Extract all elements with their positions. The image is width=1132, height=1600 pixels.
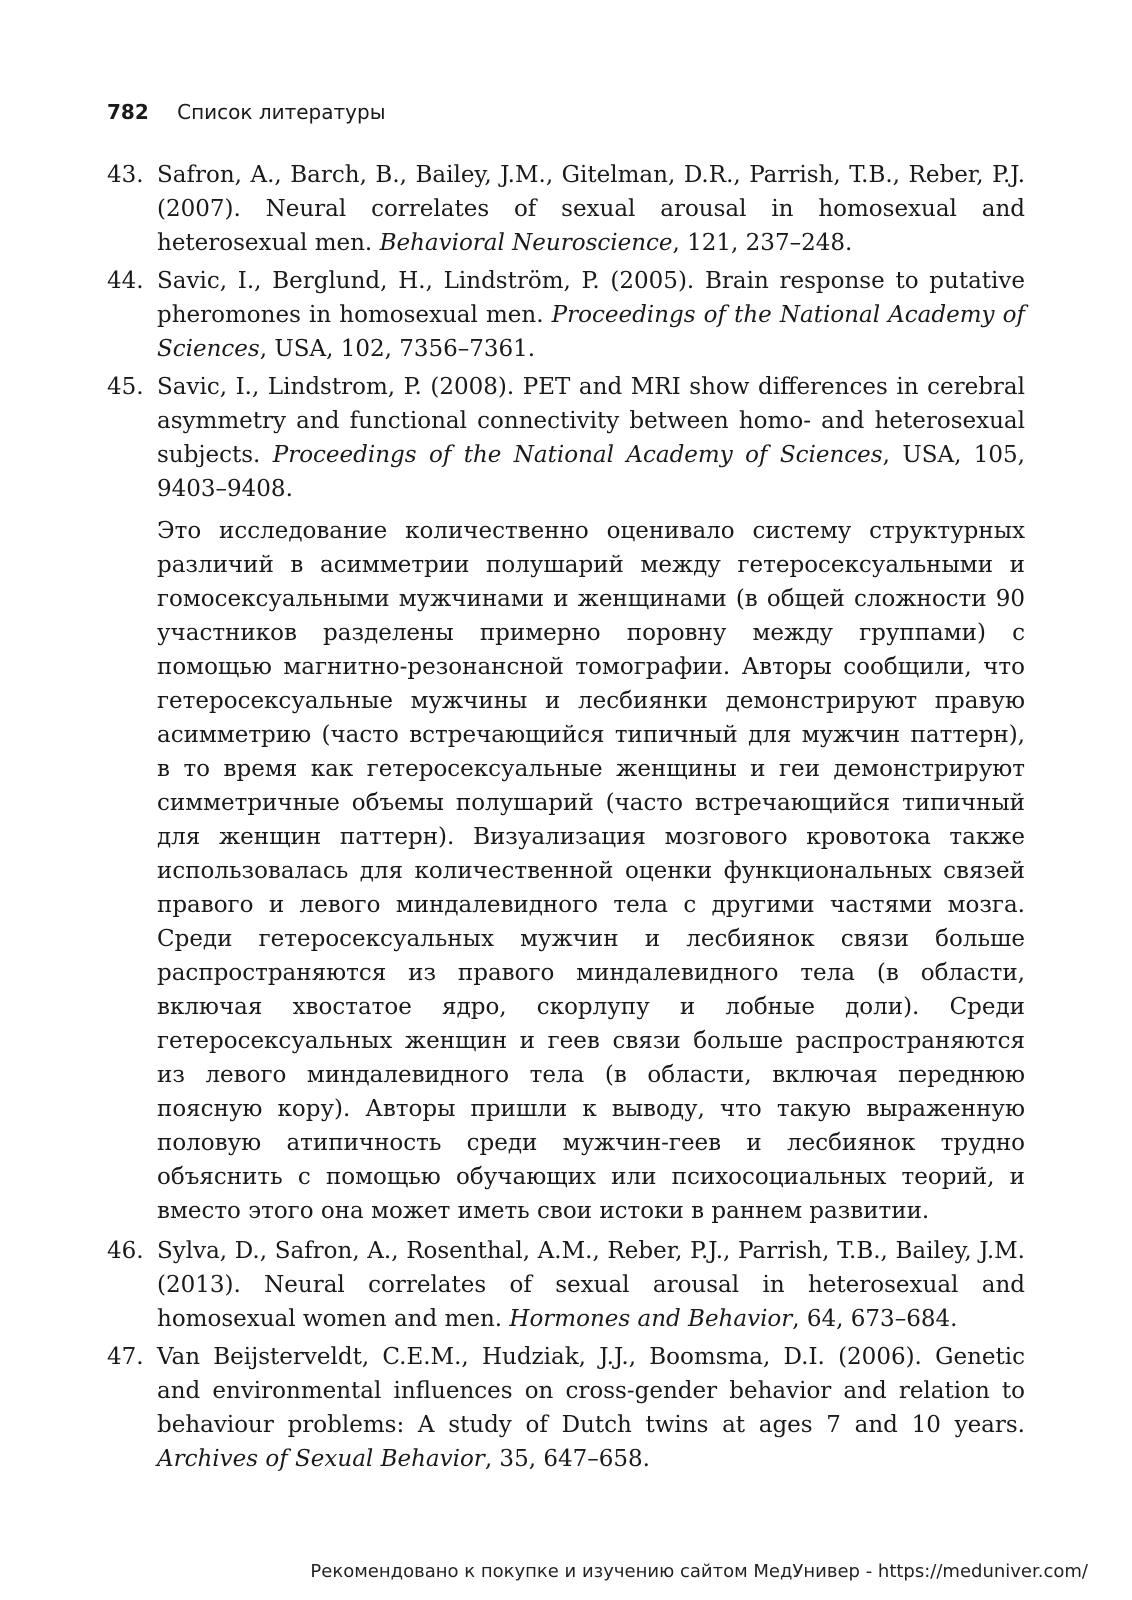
journal-title: Hormones and Behavior	[509, 1306, 793, 1332]
reference-45	[107, 370, 1025, 506]
reference-text: Sylva, D., Safron, A., Rosenthal, A.M., Reber, P.J., Parrish, T.B., Bailey, J.M. (2013). Neural correlates of sexual arousal in heterosexual and homosexual women and men. Hormones and Behavior, 64, 673–684.	[157, 1238, 1025, 1332]
page-number: 782	[107, 100, 149, 124]
reference-text: Safron, A., Barch, B., Bailey, J.M., Gitelman, D.R., Parrish, T.B., Reber, P.J. (2007). Neural correlates of sexual arousal in homosexual and heterosexual men. Behavioral Neuroscience, 121, 237–248.	[157, 162, 1025, 256]
reference-45-annotation: Это исследование количественно оценивало систему структурных различий в асимметрии полушарий между гетеросексуальными и гомосексуальными мужчинами и женщинами (в общей сложности 90 участников разделены примерно поровну между группами) с помощью магнитно-резонансной томографии. Авторы сообщили, что гетеросексуальные мужчины и лесбиянки демонстрируют правую асимметрию (часто встречающийся типичный для мужчин паттерн), в то время как гетеросексуальные женщины и геи демонстрируют симметричные объемы полушарий (часто встречающийся типичный для женщин паттерн). Визуализация мозгового кровотока также использовалась для количественной оценки функциональных связей правого и левого миндалевидного тела с другими частями мозга. Среди гетеросексуальных мужчин и лесбиянок связи больше распространяются из правого миндалевидного тела (в области, включая хвостатое ядро, скорлупу и лобные доли). Среди гетеросексуальных женщин и геев связи больше распространяются из левого миндалевидного тела (в области, включая переднюю поясную кору). Авторы пришли к выводу, что такую выраженную половую атипичность среди мужчин-геев и лесбиянок трудно объяснить с помощью обучающих или психосоциальных теорий, и вместо этого она может иметь свои истоки в раннем развитии.	[157, 518, 1025, 1224]
reference-number: 45.	[107, 374, 144, 400]
section-title: Список литературы	[177, 100, 386, 124]
reference-number: 47.	[107, 1344, 144, 1370]
reference-number: 44.	[107, 268, 144, 294]
running-header	[107, 100, 385, 124]
footer-watermark: Рекомендовано к покупке и изучению сайтом МедУнивер - https://meduniver.com/	[310, 1561, 1088, 1582]
journal-title: Proceedings of the National Academy of Sciences	[272, 442, 883, 468]
reference-44	[107, 264, 1025, 366]
journal-title: Proceedings of the National Academy of Sciences	[157, 302, 1025, 362]
reference-number: 46.	[107, 1238, 144, 1264]
reference-47	[107, 1340, 1025, 1476]
reference-text: Savic, I., Berglund, H., Lindström, P. (2005). Brain response to putative pheromones in homosexual men. Proceedings of the National Academy of Sciences, USA, 102, 7356–7361.	[157, 268, 1025, 362]
reference-43	[107, 158, 1025, 260]
reference-text: Van Beijsterveldt, C.E.M., Hudziak, J.J., Boomsma, D.I. (2006). Genetic and environmental influences on cross-gender behavior and relation to behaviour problems: A study of Dutch twins at ages 7 and 10 years. Archives of Sexual Behavior, 35, 647–658.	[157, 1344, 1025, 1472]
journal-title: Behavioral Neuroscience	[379, 230, 673, 256]
reference-46	[107, 1234, 1025, 1336]
reference-text: Savic, I., Lindstrom, P. (2008). PET and MRI show differences in cerebral asymmetry and functional connectivity between homo- and heterosexual subjects. Proceedings of the National Academy of Sciences, USA, 105, 9403–9408.	[157, 374, 1025, 502]
journal-title: Archives of Sexual Behavior	[157, 1446, 485, 1472]
reference-list	[107, 158, 1025, 1480]
reference-number: 43.	[107, 162, 144, 188]
